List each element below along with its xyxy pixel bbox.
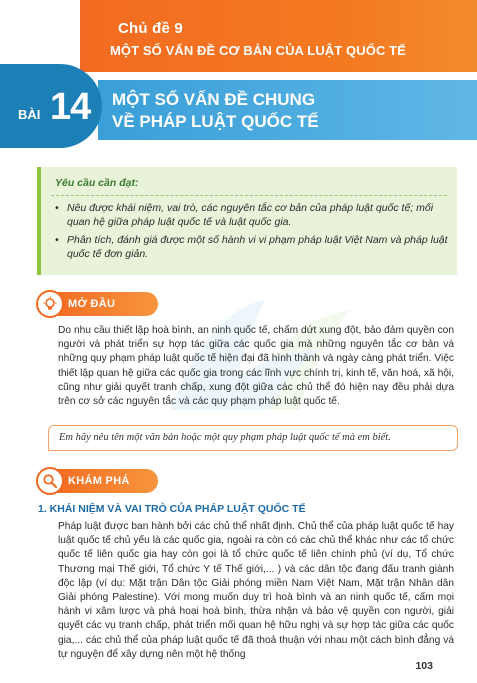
topic-number: Chủ đề 9 [118, 20, 183, 37]
requirement-text: Phân tích, đánh giá được một số hành vi vi phạm pháp luật Việt Nam và pháp luật quốc tế đơn giản. [67, 234, 448, 260]
requirement-item [55, 201, 451, 229]
lesson-title-line1: MỘT SỐ VẤN ĐỀ CHUNG [112, 90, 316, 109]
bullet-icon: • [55, 202, 59, 214]
requirements-list [55, 201, 451, 265]
requirements-heading: Yêu cầu cần đạt: [55, 177, 139, 189]
topic-title: MỘT SỐ VẤN ĐỀ CƠ BẢN CỦA LUẬT QUỐC TẾ [110, 43, 406, 58]
intro-section-label: MỞ ĐẦU [68, 298, 116, 310]
requirement-item [55, 233, 451, 261]
intro-paragraph: Do nhu cầu thiết lập hoà bình, an ninh quốc tế, chấm dứt xung đột, bảo đảm quyền con người và phát triển sự hợp tác giữa các quốc gia mà những nguyên tắc cơ bản và những quy phạm pháp luật quốc tế hiện đại đã hình thành và ngày càng phát triển. Việc thiết lập quan hệ giữa các quốc gia trong các lĩnh vực chính trị, kinh tế, văn hoá, xã hội, cũng như giải quyết tranh chấp, xung đột giữa các chủ thể đó hiện nay đều phải dựa trên cơ sở các nguyên tắc và các quy phạm pháp luật quốc tế. [58, 325, 454, 408]
bullet-icon: • [55, 234, 59, 246]
question-box [48, 425, 458, 451]
requirements-box [37, 167, 457, 275]
lesson-number: 14 [50, 86, 91, 128]
question-text: Em hãy nêu tên một văn bản hoặc một quy phạm pháp luật quốc tế mà em biết. [59, 432, 391, 443]
subheading-concept-role: 1. KHÁI NIỆM VÀ VAI TRÒ CỦA PHÁP LUẬT QUỐC TẾ [38, 503, 306, 515]
requirements-divider [51, 195, 447, 196]
requirement-text: Nêu được khái niệm, vai trò, các nguyên tắc cơ bản của pháp luật quốc tế; mối quan hệ giữa pháp luật quốc tế và luật quốc gia. [67, 202, 434, 228]
lesson-prefix: BÀI [18, 107, 41, 122]
magnifier-icon [36, 467, 64, 495]
lesson-title-line2: VỀ PHÁP LUẬT QUỐC TẾ [112, 112, 319, 131]
lightbulb-icon [36, 290, 64, 318]
page-number: 103 [415, 660, 433, 672]
explore-section-label: KHÁM PHÁ [68, 475, 130, 487]
lesson-header [0, 0, 477, 146]
explore-paragraph: Pháp luật được ban hành bởi các chủ thể nhất định. Chủ thể của pháp luật quốc tế hay luật quốc tế chủ yếu là các quốc gia, ngoài ra còn có các chủ thể khác như các tổ chức quốc tế liên quốc gia hay còn gọi là tổ chức quốc tế liên chính phủ (ví dụ, Tổ chức Thương mại Thế giới, Tổ chức Y tế Thế giới,... ) và các dân tộc đang đấu tranh giành độc lập (ví dụ: Mặt trận Dân tộc Giải phóng miền Nam Việt Nam, Mặt trận Nhân dân Giải phóng Palestine). Với mong muốn duy trì hoà bình và an ninh quốc tế, cấm mọi hành vi xâm lược và phá hoại hoà bình, thừa nhận và bảo vệ quyền con người, giải quyết các vụ tranh chấp, phát triển mối quan hệ hữu nghị và sự hợp tác giữa các quốc gia,... các chủ thể của pháp luật quốc tế đã thoả thuận với nhau một cách bình đẳng và tự nguyện để xây dựng nên một hệ thống [58, 521, 454, 660]
